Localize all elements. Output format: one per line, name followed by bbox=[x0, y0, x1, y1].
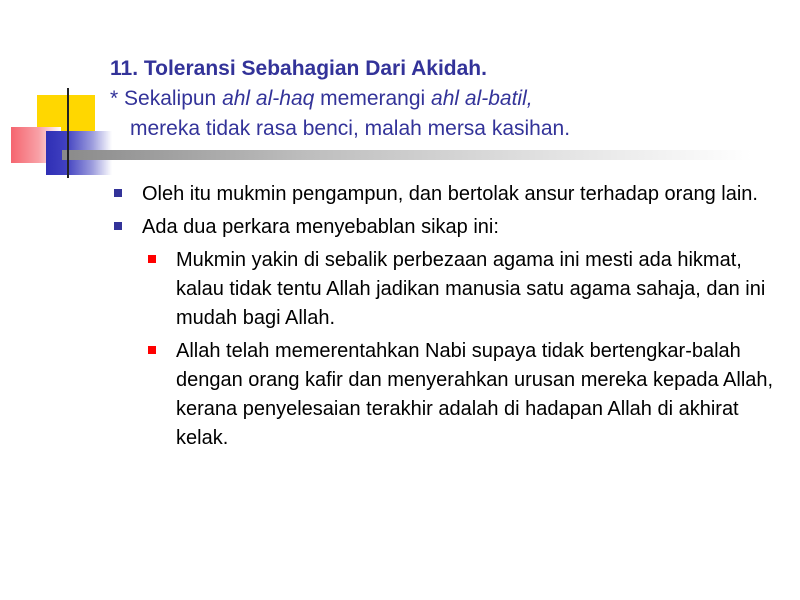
square-bullet-icon bbox=[114, 222, 122, 230]
title-line-2-prefix: * Sekalipun bbox=[110, 87, 223, 110]
square-bullet-icon bbox=[114, 189, 122, 197]
title-heading: 11. Toleransi Sebahagian Dari Akidah. bbox=[110, 57, 487, 80]
title-line-3: mereka tidak rasa benci, malah mersa kasihan. bbox=[130, 117, 571, 140]
bullet-text: Ada dua perkara menyebablan sikap ini: bbox=[142, 216, 499, 238]
slide-body bbox=[110, 180, 780, 457]
title-term-ahl-al-haq: ahl al-haq bbox=[222, 87, 315, 110]
title-line-2-mid: memerangi bbox=[314, 87, 432, 110]
sub-bullet-list bbox=[144, 246, 780, 453]
decor-horizontal-rule bbox=[62, 150, 752, 160]
square-bullet-icon bbox=[148, 346, 156, 354]
bullet-text: Oleh itu mukmin pengampun, dan bertolak ansur terhadap orang lain. bbox=[142, 183, 758, 205]
sub-bullet-text: Allah telah memerentahkan Nabi supaya tidak bertengkar-balah dengan orang kafir dan menyerahkan urusan mereka kepada Allah, kerana penyelesaian terakhir adalah di hadapan Allah di akhirat kelak. bbox=[176, 340, 774, 449]
title-term-ahl-al-batil: ahl al-batil, bbox=[431, 87, 533, 110]
sub-bullet-text: Mukmin yakin di sebalik perbezaan agama ini mesti ada hikmat, kalau tidak tentu Allah jadikan manusia satu agama sahaja, dan ini mudah bagi Allah. bbox=[176, 249, 766, 329]
square-bullet-icon bbox=[148, 255, 156, 263]
title-line-2 bbox=[110, 84, 770, 114]
slide-title bbox=[110, 54, 770, 144]
bullet-item bbox=[110, 180, 780, 209]
bullet-item bbox=[110, 213, 780, 242]
decor-vertical-line bbox=[67, 88, 69, 178]
sub-bullet-item bbox=[144, 337, 780, 453]
sub-bullet-item bbox=[144, 246, 780, 333]
